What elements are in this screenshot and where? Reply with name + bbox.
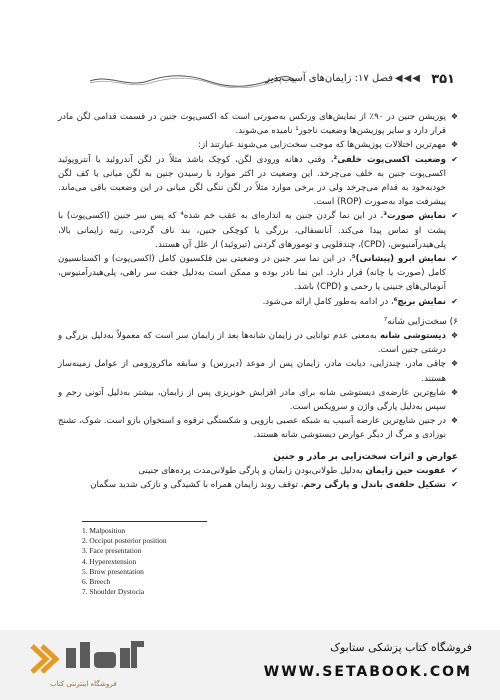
footnote: 1. Malposition [82,526,126,535]
footnote: 5. Brow presentation [82,566,144,576]
footnote: 2. Occiput posterior position [82,536,167,546]
checkmark-icon: ✔ [451,254,458,264]
checkmark-icon: ✔ [451,154,458,164]
footnotes [82,526,332,597]
check-item: ✔ نمایش صورت³، در این نما گردن جنین به اندازه‌ای به عقب خم شده⁴ که پس سر جنین (اکسی‌پوت) با پشت او تماس پیدا می‌کند. آنانسفالی، بزرگی یا کوچکی جنین، بند ناف گردنی، رتبه زایمانی بالا، پلی‌هیدرآمنیوس، (CPD)، چندقلویی و تومورهای گردنی (تیروئید) از علل آن هستند. [58,211,458,250]
diamond-bullet-icon: ❖ [450,416,458,426]
logo-subtext: فروشگاه اینترنتی کتاب [50,680,117,688]
section-heading: ۶) سخت‌زایی شانه⁷ [383,316,458,327]
footnote: 6. Breech [82,577,111,587]
checkmark-icon: ✔ [451,480,458,490]
check-item: ✔ تشکیل حلقه‌ی باندل و پارگی رحم، توقف روند زایمان همراه با کشیدگی و نازکی شدید سگمان [58,478,458,492]
footnote-divider [82,521,207,522]
list-item: ❖ چاقی مادر، چندزایی، دیابت مادر، زایمان پس از موعد (دیررس) و سابقه ماکروزومی از عوامل زمینه‌ساز هستند. [58,359,458,384]
footnote: 4. Hyperextension [82,556,137,566]
footnote: 3. Face presentation [82,546,142,556]
footnote: 7. Shoulder Dystocia [82,587,145,597]
diamond-bullet-icon: ❖ [450,112,458,121]
checkmark-icon: ✔ [451,211,458,221]
list-item: ❖ شایع‌ترین عارضه‌ی دیستوشی شانه برای مادر افزایش خونریزی پس از زایمان، بیشتر به‌دلیل آتونی رحم و سپس به‌دلیل پارگی واژن و سرویکس است. [58,387,458,413]
check-item: ✔ نمایش ابرو (پیشانی)⁵، در این نما سر جنین در وضعیتی بین فلکسیون کامل (اکسی‌پوت) و اکستانسیون کامل (صورت یا چانه) قرار دارد. این نما نادر بوده و ممکن است به‌دلیل جفت سر راهی، پلی‌هیدرآمنیوس، آنومالی‌های جنینی یا رحمی و (CPD) باشد. [58,254,458,293]
diamond-bullet-icon: ❖ [450,331,458,341]
list-item: ❖ در جنین شایع‌ترین عارضه آسیب به شبکه عصبی بازویی و شکستگی ترقوه و استخوان بازو است. شوک، تشنج نوزادی و مرگ از دیگر عوارض دیستوشی شانه هستند. [58,416,458,441]
page-header [60,72,455,94]
check-item: ✔ نمایش بریچ⁶، در ادامه به‌طور کامل ارائه می‌شود. [58,295,458,309]
shop-name: فروشگاه کتاب پزشکی ستابوک [330,641,472,654]
diamond-bullet-icon: ❖ [450,387,458,397]
diamond-bullet-icon: ❖ [450,359,458,369]
checkmark-icon: ✔ [451,465,458,475]
watermark-banner [0,630,500,700]
diamond-bullet-icon: ❖ [450,140,458,150]
setabook-logo [28,638,178,680]
check-item: ✔ عفونت حین زایمان به‌دلیل طولانی‌بودن زایمان و پارگی طولانی‌مدت پرده‌های جنینی [58,464,458,478]
page-body [58,110,458,492]
page-number: ۳۵۱ [431,72,455,87]
arrow-icon: ◀◀◀ [394,73,421,84]
paragraph: ❖ مهم‌ترین اختلالات پوزیشن‌ها که موجب سخت‌زایی می‌شوند عبارتند از: [58,138,458,152]
website-url[interactable]: WWW.SETABOOK.COM [263,664,472,680]
section-heading: عوارض و اثرات سخت‌زایی بر مادر و جنین [273,451,458,462]
list-item: ❖ دیستوشی شانه به‌معنی عدم توانایی در زایمان شانه‌ها بعد از زایمان سر است که معمولاً به‌دلیل بزرگی و درشتی جنین است. [58,331,458,356]
chapter-title: فصل ۱۷: زایمان‌های آسیب‌پذیر [265,73,393,84]
checkmark-icon: ✔ [451,296,458,306]
paragraph: ❖ پوزیشن جنین در ۹۰٪ از نمایش‌های ورتکس به‌صورتی است که اکسی‌پوت جنین در قسمت قدامی لگن مادر قرار دارد و سایر پوزیشن‌ها وضعیت ناجور¹ نامیده می‌شوند. [58,112,458,137]
check-item: ✔ وضعیت اکسی‌پوت خلفی²، وقتی دهانه ورودی لگن، کوچک باشد مثلاً در لگن آندروئید یا آنتروپوئید اکسی‌پوت جنین به خلف می‌چرخد. این وضعیت در اکثر موارد با رسیدن جنین به لگن میانی یا کف لگن خودبه‌خود به قدام می‌چرخد ولی در برخی موارد مثلاً در لگن تنگی لگن میانی در این وضعیت باقی می‌ماند. پیشرفت مواد به‌صورت (ROP) است. [58,154,458,208]
